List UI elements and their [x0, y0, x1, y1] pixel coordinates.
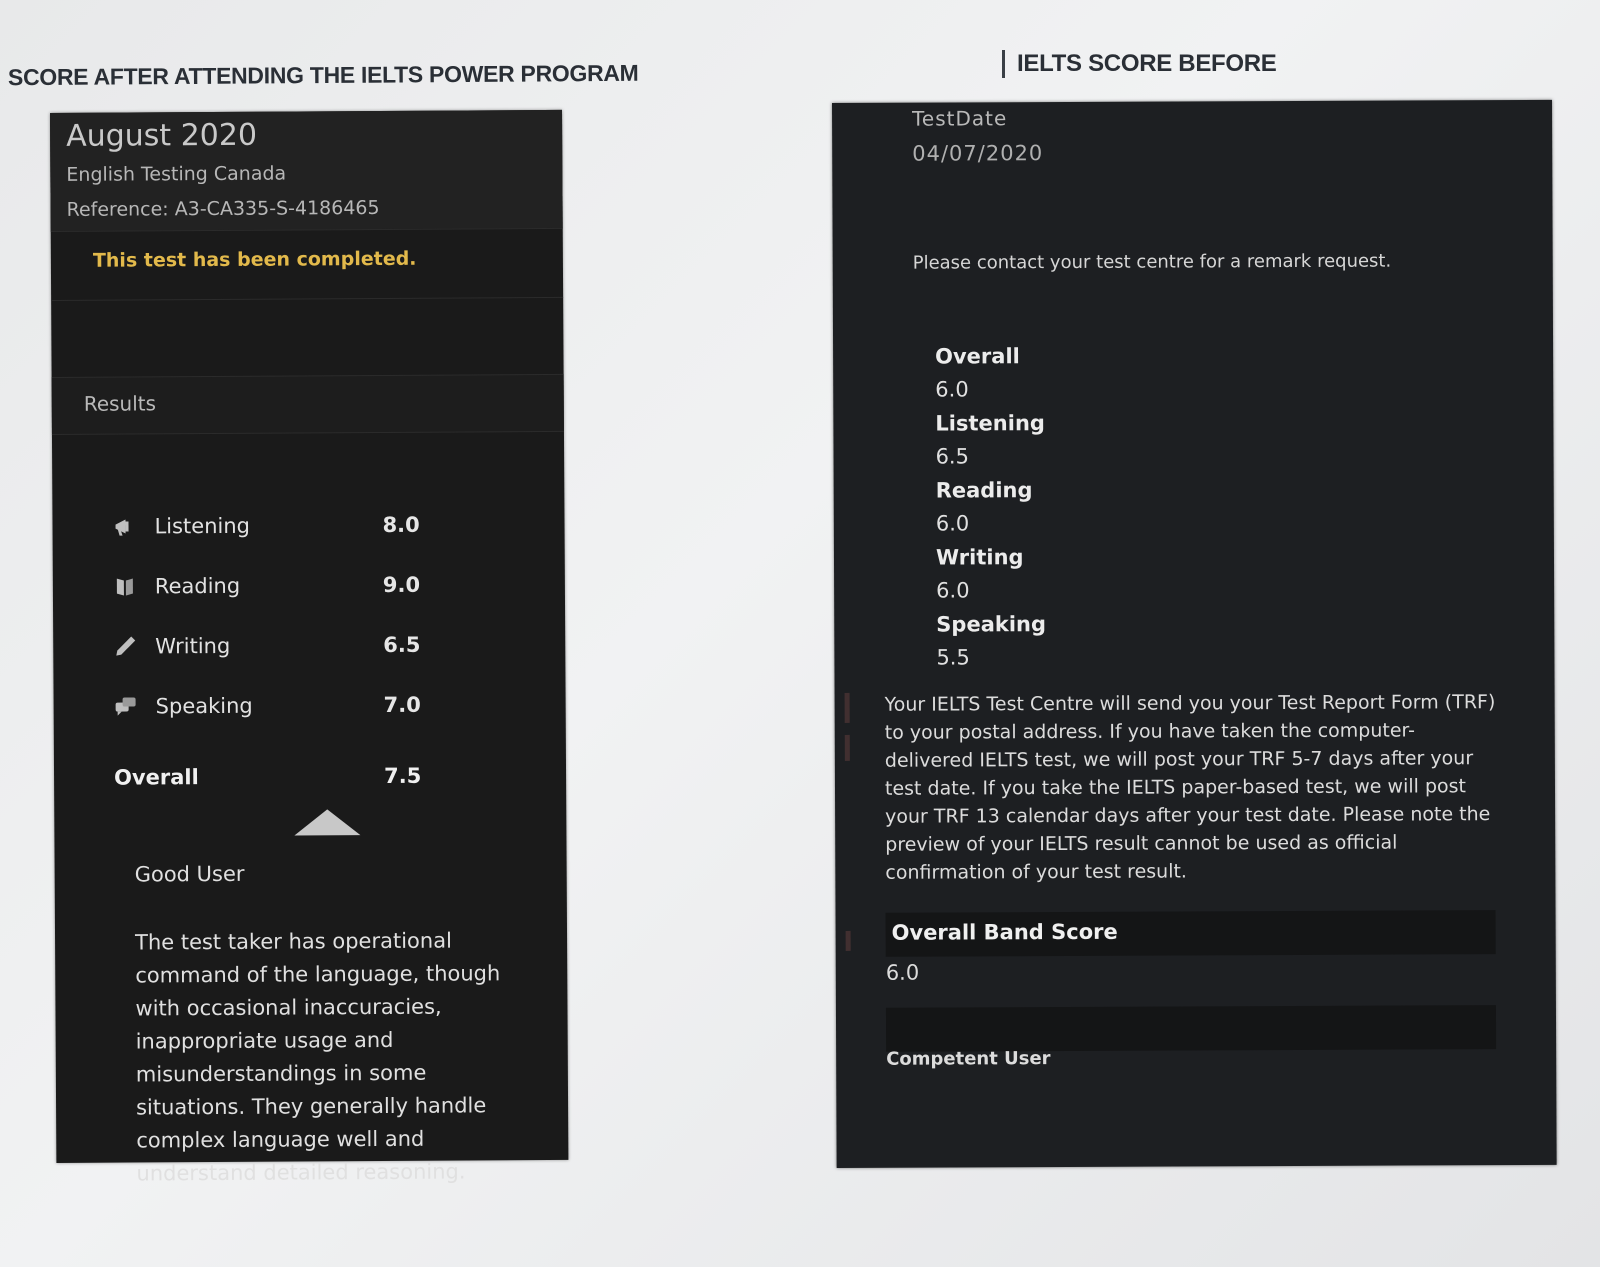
status-message: This test has been completed. [92, 247, 417, 272]
speech-bubbles-icon [114, 694, 138, 718]
score-row-listening [52, 494, 564, 557]
band-pointer [54, 808, 566, 845]
book-icon [113, 574, 137, 598]
skill-value: 6.5 [935, 444, 970, 469]
after-results-panel [50, 110, 568, 1186]
score-row-reading [53, 554, 565, 617]
skill-value: 6.0 [936, 578, 970, 603]
band-bar [886, 1005, 1496, 1052]
skill-label: Speaking [155, 693, 253, 719]
test-header [50, 110, 563, 231]
remark-notice: Please contact your test centre for a remark request. [912, 250, 1392, 274]
spacer [51, 298, 563, 377]
test-reference: Reference: A3-CA335-S-4186465 [66, 196, 380, 221]
edge-marker [846, 931, 851, 951]
pen-icon [113, 634, 137, 658]
skill-value: 6.0 [935, 511, 970, 536]
overall-label: Overall [113, 765, 199, 790]
overall-value: 7.5 [383, 763, 422, 788]
skill-value: 8.0 [382, 512, 420, 537]
overall-score-row [54, 742, 566, 811]
skill-label: Listening [154, 513, 251, 539]
test-date-value: 04/07/2020 [912, 141, 1044, 166]
score-row-speaking [53, 674, 565, 737]
skill-label: Reading [154, 573, 241, 599]
skill-value: 7.0 [383, 692, 421, 717]
edge-marker [845, 693, 850, 723]
before-results-panel [832, 100, 1557, 1168]
band-label: Good User [134, 861, 245, 887]
triangle-up-icon [294, 809, 360, 835]
skill-scores [52, 432, 566, 811]
skill-value: 9.0 [382, 572, 421, 597]
trf-info-text: Your IELTS Test Centre will send you your Test Report Form (TRF) to your postal address. If you have taken the computer-delivered IELTS test, we will post your TRF 5-7 days after your test date. If you take the IELTS paper-based test, we will post your TRF 13 calendar days after your test date. Please note the preview of your IELTS result cannot be used as official confirmation of your test result. [884, 691, 1496, 884]
status-row [51, 228, 563, 301]
megaphone-icon [112, 514, 136, 538]
skill-label: Listening [935, 411, 1045, 436]
overall-band-value: 6.0 [885, 960, 920, 985]
caption-before: IELTS SCORE BEFORE [1002, 50, 1277, 78]
test-date-label: TestDate [912, 106, 1008, 131]
skill-label: Writing [155, 633, 231, 659]
overall-band-heading: Overall Band Score [886, 910, 1496, 957]
skill-value: 6.5 [383, 632, 421, 657]
test-month-title: August 2020 [66, 117, 258, 154]
score-row-writing [53, 614, 565, 677]
skill-scores-list [935, 339, 1046, 674]
caption-after: SCORE AFTER ATTENDING THE IELTS POWER PROGRAM [7, 59, 639, 91]
results-heading[interactable]: Results [52, 374, 564, 435]
skill-label: Overall [935, 344, 1020, 369]
skill-value: 5.5 [936, 645, 970, 670]
skill-label: Speaking [936, 612, 1047, 637]
skill-label: Writing [935, 545, 1024, 570]
skill-label: Reading [935, 478, 1033, 503]
band-label: Competent User [886, 1048, 1051, 1070]
test-organization: English Testing Canada [66, 162, 287, 186]
skill-value: 6.0 [935, 377, 969, 402]
band-description: The test taker has operational command of the language, though with occasional inaccuracies, inappropriate usage and misunderstandings in some situations. They generally handle complex language well and understand detailed reasoning. [134, 928, 501, 1186]
edge-marker [845, 735, 850, 761]
